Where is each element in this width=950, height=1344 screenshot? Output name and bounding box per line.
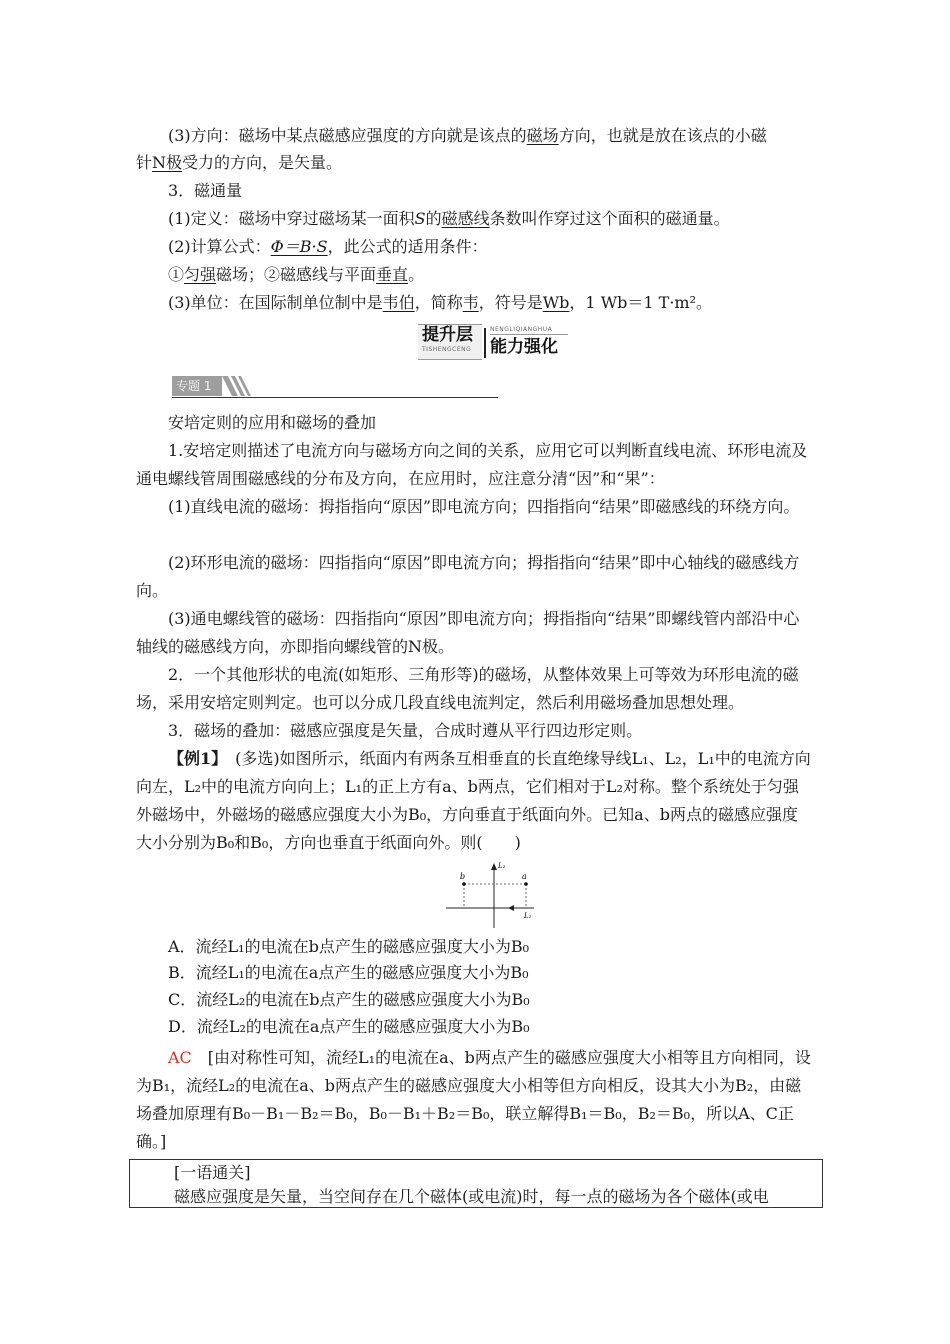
flux-heading: 3．磁通量: [168, 181, 243, 200]
flux-formula: (2)计算公式：Φ＝B·S，此公式的适用条件：: [168, 237, 488, 256]
option-c: C．流经L₂的电流在b点产生的磁感应强度大小为B₀: [168, 990, 530, 1009]
banner-left-title: 提升层: [422, 325, 473, 345]
banner-right-title: 能力强化: [490, 337, 558, 357]
answer-key: AC: [168, 1048, 192, 1067]
point-1-3: (3)通电螺线管的磁场：四指指向“原因”即电流方向；拇指指向“结果”即螺线管内部沿中心轴线的磁感线方向，亦即指向螺线管的N极。: [136, 609, 800, 656]
topic-rule: [172, 397, 498, 398]
option-d: D．流经L₂的电流在a点产生的磁感应强度大小为B₀: [168, 1017, 530, 1036]
label-l2: L₂: [498, 862, 506, 870]
point-1-2: (2)环形电流的磁场：四指指向“原因”即电流方向；拇指指向“结果”即中心轴线的磁感线方向。: [136, 553, 800, 600]
example-1: 【例1】 (多选)如图所示，纸面内有两条互相垂直的长直绝缘导线L₁、L₂，L₁中的电流方向向左，L₂中的电流方向向上；L₁的正上方有a、b两点，它们相对于L₂对称。整个系统处于匀强外磁场中，外磁场的磁感应强度大小为B₀，方向垂直于纸面向外。已知a、b两点的磁感应强度大小分别为B₀和B₀，方向也垂直于纸面向外。则( ): [136, 749, 811, 852]
label-a: a: [522, 872, 527, 881]
summary-heading: [一语通关]: [174, 1163, 251, 1182]
flux-unit: (3)单位：在国际制单位制中是韦伯，简称韦，符号是Wb，1 Wb＝1 T·m²。: [168, 293, 712, 312]
option-b: B．流经L₁的电流在a点产生的磁感应强度大小为B₀: [168, 963, 529, 982]
direction-line-2: 针N极受力的方向，是矢量。: [136, 153, 343, 172]
option-a: A．流经L₁的电流在b点产生的磁感应强度大小为B₀: [168, 937, 530, 956]
section-banner: [418, 324, 568, 360]
point-2: 2．一个其他形状的电流(如矩形、三角形等)的磁场，从整体效果上可等效为环形电流的磁场，采用安培定则判定。也可以分成几段直线电流判定，然后利用磁场叠加思想处理。: [136, 665, 799, 712]
point-1: 1.安培定则描述了电流方向与磁场方向之间的关系，应用它可以判断直线电流、环形电流及通电螺线管周围磁感线的分布及方向，在应用时，应注意分清“因”和“果”：: [136, 441, 808, 488]
direction-line-1: (3)方向：磁场中某点磁感应强度的方向就是该点的磁场方向，也就是放在该点的小磁: [168, 126, 767, 145]
banner-left-pinyin: TISHENGCENG: [422, 346, 472, 353]
point-b: [462, 882, 466, 886]
point-a: [524, 882, 528, 886]
label-b: b: [460, 872, 466, 881]
banner-top-rule: [490, 334, 568, 335]
banner-divider: [484, 328, 486, 358]
flux-definition: (1)定义：磁场中穿过磁场某一面积S的磁感线条数叫作穿过这个面积的磁通量。: [168, 209, 730, 228]
answer-explanation: AC [由对称性可知，流经L₁的电流在a、b两点产生的磁感应强度大小相等且方向相同，设为B₁，流经L₂的电流在a、b两点产生的磁感应强度大小相等但方向相反，设其大小为B₂，由磁场叠加原理有B₀－B₁－B₂＝B₀，B₀－B₁＋B₂＝B₀，联立解得B₁＝B₀，B₂＝B₀，所以A、C正确。]: [136, 1048, 811, 1151]
topic-tag-label: 专题 1: [172, 376, 222, 396]
topic-title: 安培定则的应用和磁场的叠加: [168, 413, 377, 432]
summary-box: [129, 1159, 823, 1208]
flux-conditions: ①匀强磁场；②磁感线与平面垂直。: [168, 265, 425, 284]
point-1-1: (1)直线电流的磁场：拇指指向“原因”即电流方向；四指指向“结果”即磁感线的环绕方向。: [168, 497, 800, 516]
example-label: 【例1】: [168, 749, 220, 768]
summary-text: 磁感应强度是矢量，当空间存在几个磁体(或电流)时，每一点的磁场为各个磁体(或电: [174, 1187, 769, 1206]
label-l1: L₁: [524, 912, 532, 920]
topic-tag: [172, 376, 498, 398]
wire-diagram: [440, 858, 540, 930]
arrow-left-icon: [508, 905, 514, 911]
arrow-up-icon: [491, 863, 497, 870]
stripes-icon: [222, 376, 258, 396]
summary-rule: [130, 1207, 822, 1208]
banner-right-pinyin: NENGLIQIANGHUA: [490, 326, 553, 333]
point-3: 3．磁场的叠加：磁感应强度是矢量，合成时遵从平行四边形定则。: [168, 721, 643, 740]
